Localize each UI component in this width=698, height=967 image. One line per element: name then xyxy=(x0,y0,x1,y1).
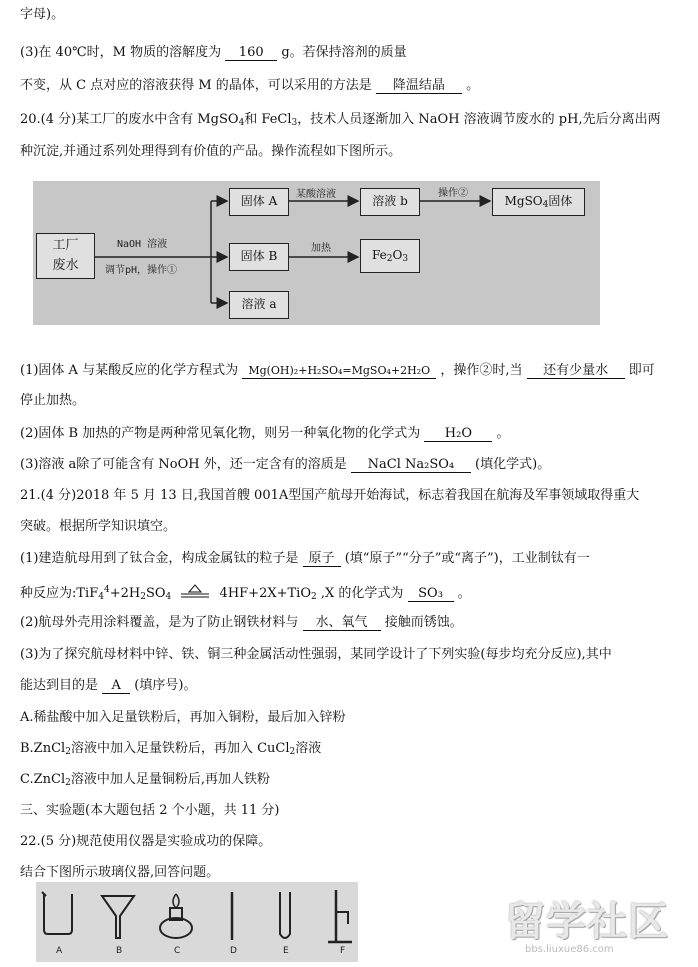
acid-label: 某酸溶液 xyxy=(296,189,336,200)
text-line: 结合下图所示玻璃仪器,回答问题。 xyxy=(20,865,220,880)
apparatus-label: F xyxy=(340,946,346,956)
question-20-part1: (1)固体 A 与某酸反应的化学方程式为 Mg(OH)₂+H₂SO₄=MgSO₄+2H₂O ，操作②时,当 还有少量水 即可 xyxy=(20,363,655,378)
watermark-url: bbs.liuxue86.com xyxy=(525,944,614,955)
text-line: 不变，从 C 点对应的溶液获得 M 的晶体，可以采用的方法是 降温结晶 。 xyxy=(20,78,480,93)
answer-blank: NaCl Na₂SO₄ xyxy=(351,457,471,473)
option-b: B.ZnCl$_2$溶液中加入足量铁粉后，再加入 CuCl$_2$溶液 xyxy=(20,741,322,757)
watermark-logo xyxy=(505,890,690,962)
option-a: A.稀盐酸中加入足量铁粉后，再加入铜粉，最后加入锌粉 xyxy=(20,710,346,725)
apparatus-label: D xyxy=(230,946,237,956)
solution-a-box: 溶液 a xyxy=(229,291,289,319)
glassware-drawing xyxy=(36,882,358,962)
text-line: 突破。根据所学知识填空。 xyxy=(20,519,177,534)
apparatus-label: E xyxy=(283,946,289,956)
apparatus-label: B xyxy=(116,946,123,956)
wastewater-box: 工厂 废水 xyxy=(36,233,95,279)
answer-blank: 降温结晶 xyxy=(376,78,462,94)
operation-2-label: 操作② xyxy=(438,188,468,199)
adjust-ph-label: 调节pH，操作① xyxy=(105,265,178,276)
question-21: 21.(4 分)2018 年 5 月 13 日,我国首艘 001A型国产航母开始海试，标志着我国在航海及军事领域取得重大 xyxy=(20,488,640,503)
reagent-label: NaOH 溶液 xyxy=(117,239,168,250)
option-c: C.ZnCl$_2$溶液中加人足量铜粉后,再加人铁粉 xyxy=(20,772,271,788)
answer-blank: 水、氧气 xyxy=(303,615,381,631)
answer-blank: H₂O xyxy=(424,426,492,442)
solid-a-box: 固体 A xyxy=(229,188,289,216)
question-20-part3: (3)溶液 a除了可能含有 NoOH 外，还一定含有的溶质是 NaCl Na₂SO₄ (填化学式)。 xyxy=(20,457,551,472)
text-line: 字母)。 xyxy=(20,7,65,22)
answer-blank: 还有少量水 xyxy=(527,363,625,379)
text-line: 停止加热。 xyxy=(20,393,86,408)
fe2o3-box: $Fe_2O_3$ xyxy=(360,239,420,273)
question-21-part3: (3)为了探究航母材料中锌、铁、铜三种金属活动性强弱，某同学设计了下列实验(每步均充分反应),其中 xyxy=(20,647,612,662)
heating-condition-icon xyxy=(175,584,215,598)
text-line: 种沉淀,并通过系列处理得到有价值的产品。操作流程如下图所示。 xyxy=(20,144,402,159)
answer-blank: A xyxy=(102,678,130,694)
apparatus-label: A xyxy=(56,946,63,956)
solid-b-box: 固体 B xyxy=(229,243,289,271)
apparatus-label: C xyxy=(174,946,181,956)
answer-blank: 原子 xyxy=(303,551,341,567)
section-heading: 三、实验题(本大题包括 2 个小题，共 11 分) xyxy=(20,803,280,818)
question-21-part1: (1)建造航母用到了钛合金，构成金属钛的粒子是 原子 (填“原子”“分子”或“离子”)，工业制钛有一 xyxy=(20,551,590,566)
reaction-equation-line: 种反应为$:TiF_4^4+2H_2SO_4$ 4HF+2X+TiO$_2$ ,X 的化学式为 SO₃ 。 xyxy=(20,585,471,602)
answer-blank: Mg(OH)₂+H₂SO₄=MgSO₄+2H₂O xyxy=(242,363,436,379)
question-22: 22.(5 分)规范使用仪器是实验成功的保障。 xyxy=(20,834,272,849)
text-line: 能达到目的是 A (填序号)。 xyxy=(20,678,197,693)
watermark-text: 留学社区 xyxy=(505,899,669,945)
question-20: 20.(4 分)某工厂的废水中含有 MgSO$_4$和 FeCl$_3$，技术人员逐渐加入 NaOH 溶液调节废水的 pH,先后分离出两 xyxy=(20,112,661,128)
glassware-figure xyxy=(36,882,358,962)
heat-label: 加热 xyxy=(311,243,331,254)
mgso4-product-box: MgSO$_4$固体 xyxy=(492,188,585,216)
solution-b-box: 溶液 b xyxy=(360,188,420,216)
question-21-part2: (2)航母外壳用涂料覆盖，是为了防止钢铁材料与 水、氧气 接触而锈蚀。 xyxy=(20,615,463,630)
process-flow-diagram xyxy=(33,181,600,325)
answer-blank: 160 xyxy=(225,45,277,61)
answer-blank: SO₃ xyxy=(408,586,454,602)
question-20-part2: (2)固体 B 加热的产物是两种常见氧化物，则另一种氧化物的化学式为 H₂O 。 xyxy=(20,426,510,441)
text-line: (3)在 40℃时，M 物质的溶解度为 160 g。若保持溶剂的质量 xyxy=(20,45,407,60)
